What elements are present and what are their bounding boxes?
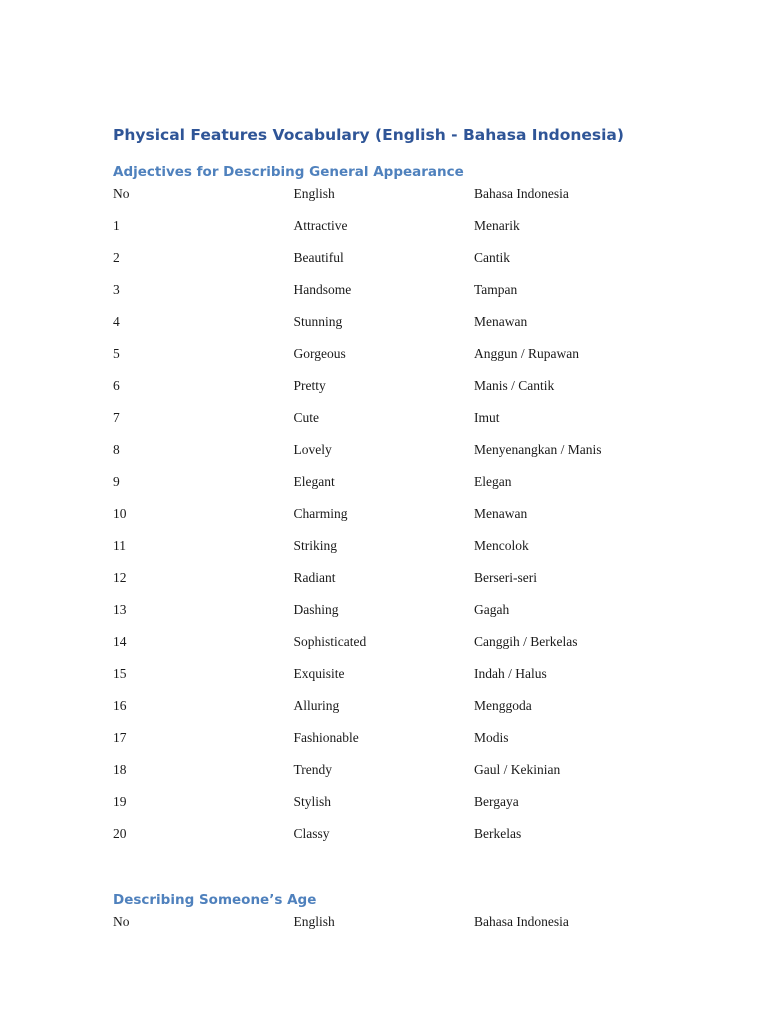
cell-bahasa-indonesia: Mencolok — [474, 538, 529, 553]
cell-no: 20 — [113, 826, 127, 841]
table-row — [113, 312, 724, 344]
cell-no: 9 — [113, 474, 120, 489]
cell-bahasa-indonesia: Indah / Halus — [474, 666, 547, 681]
cell-english: Charming — [293, 506, 348, 521]
cell-english: Cute — [293, 410, 319, 425]
cell-english: Beautiful — [293, 250, 344, 265]
cell-no: 4 — [113, 314, 120, 329]
cell-no: 1 — [113, 218, 120, 233]
cell-no: 16 — [113, 698, 127, 713]
cell-bahasa-indonesia: Cantik — [474, 250, 510, 265]
table-row — [113, 280, 724, 312]
header-no: No — [113, 186, 130, 201]
table-row — [113, 216, 724, 248]
cell-english: Handsome — [293, 282, 352, 297]
table-row — [113, 536, 724, 568]
cell-bahasa-indonesia: Manis / Cantik — [474, 378, 555, 393]
header-bahasa-indonesia: Bahasa Indonesia — [474, 186, 569, 201]
cell-english: Classy — [293, 826, 330, 841]
cell-english: Lovely — [293, 442, 332, 457]
age-table — [113, 912, 724, 944]
cell-bahasa-indonesia: Menawan — [474, 506, 528, 521]
table-row — [113, 696, 724, 728]
cell-no: 14 — [113, 634, 127, 649]
document-title: Physical Features Vocabulary (English - Bahasa Indonesia) — [113, 126, 624, 144]
cell-no: 17 — [113, 730, 127, 745]
cell-bahasa-indonesia: Menggoda — [474, 698, 532, 713]
table-row — [113, 248, 724, 280]
header-english: English — [293, 914, 335, 929]
cell-no: 13 — [113, 602, 127, 617]
cell-english: Attractive — [293, 218, 348, 233]
table-row — [113, 760, 724, 792]
cell-english: Stunning — [293, 314, 343, 329]
cell-no: 19 — [113, 794, 127, 809]
cell-bahasa-indonesia: Gaul / Kekinian — [474, 762, 561, 777]
cell-bahasa-indonesia: Menawan — [474, 314, 528, 329]
cell-bahasa-indonesia: Imut — [474, 410, 500, 425]
cell-bahasa-indonesia: Gagah — [474, 602, 510, 617]
table-row — [113, 792, 724, 824]
cell-english: Striking — [293, 538, 338, 553]
cell-no: 12 — [113, 570, 127, 585]
cell-no: 6 — [113, 378, 120, 393]
table-row — [113, 600, 724, 632]
cell-bahasa-indonesia: Menyenangkan / Manis — [474, 442, 602, 457]
cell-english: Fashionable — [293, 730, 359, 745]
cell-english: Alluring — [293, 698, 340, 713]
table-row — [113, 472, 724, 504]
cell-english: Trendy — [293, 762, 333, 777]
table-header-row — [113, 184, 724, 216]
header-bahasa-indonesia: Bahasa Indonesia — [474, 914, 569, 929]
cell-no: 11 — [113, 538, 126, 553]
cell-no: 10 — [113, 506, 127, 521]
table-row — [113, 568, 724, 600]
cell-english: Sophisticated — [293, 634, 367, 649]
cell-english: Radiant — [293, 570, 336, 585]
cell-english: Pretty — [293, 378, 326, 393]
cell-english: Exquisite — [293, 666, 345, 681]
table-row — [113, 344, 724, 376]
table-row — [113, 504, 724, 536]
cell-bahasa-indonesia: Canggih / Berkelas — [474, 634, 578, 649]
cell-english: Elegant — [293, 474, 335, 489]
section-heading-general-appearance: Adjectives for Describing General Appearance — [113, 164, 464, 180]
table-row — [113, 376, 724, 408]
cell-english: Gorgeous — [293, 346, 346, 361]
table-row — [113, 408, 724, 440]
general-appearance-table — [113, 184, 724, 856]
cell-no: 18 — [113, 762, 127, 777]
table-row — [113, 728, 724, 760]
header-english: English — [293, 186, 335, 201]
cell-no: 2 — [113, 250, 120, 265]
cell-bahasa-indonesia: Elegan — [474, 474, 512, 489]
table-row — [113, 664, 724, 696]
section-heading-age: Describing Someone’s Age — [113, 892, 317, 908]
cell-bahasa-indonesia: Berkelas — [474, 826, 522, 841]
cell-bahasa-indonesia: Bergaya — [474, 794, 519, 809]
cell-bahasa-indonesia: Modis — [474, 730, 509, 745]
cell-bahasa-indonesia: Menarik — [474, 218, 520, 233]
cell-bahasa-indonesia: Tampan — [474, 282, 518, 297]
cell-no: 5 — [113, 346, 120, 361]
cell-english: Dashing — [293, 602, 339, 617]
cell-bahasa-indonesia: Berseri-seri — [474, 570, 537, 585]
cell-no: 15 — [113, 666, 127, 681]
table-row — [113, 824, 724, 856]
cell-no: 3 — [113, 282, 120, 297]
table-row — [113, 440, 724, 472]
cell-no: 7 — [113, 410, 120, 425]
cell-english: Stylish — [293, 794, 332, 809]
cell-no: 8 — [113, 442, 120, 457]
cell-bahasa-indonesia: Anggun / Rupawan — [474, 346, 579, 361]
table-row — [113, 632, 724, 664]
header-no: No — [113, 914, 130, 929]
table-header-row — [113, 912, 724, 944]
